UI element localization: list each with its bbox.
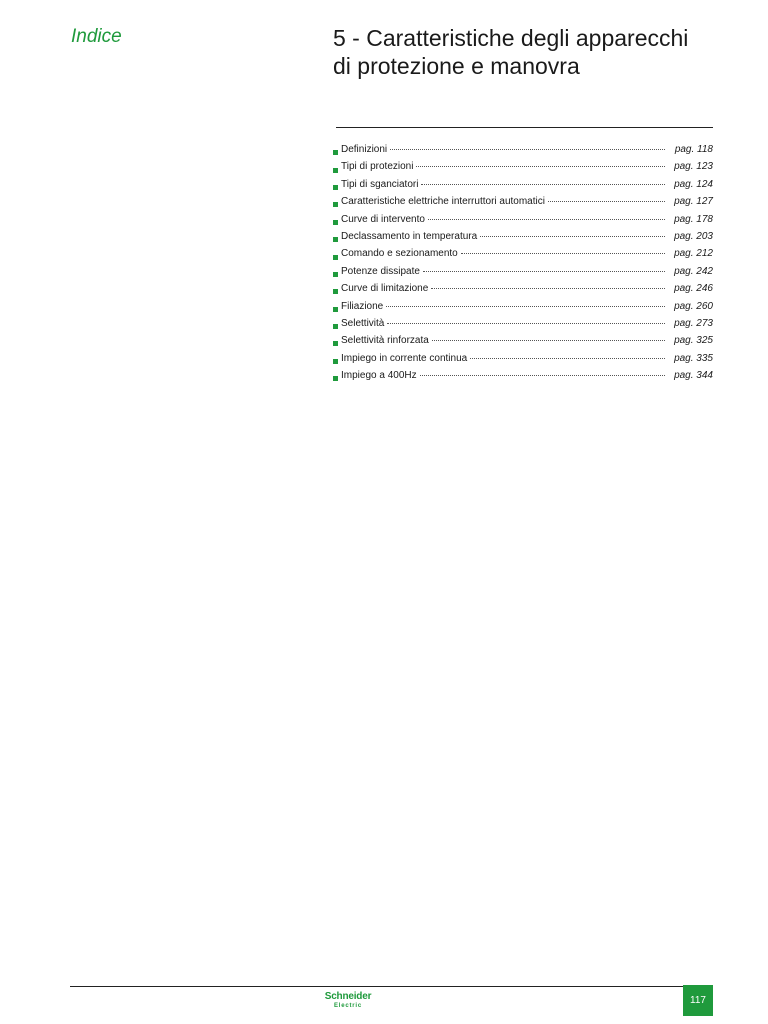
square-bullet-icon <box>333 341 338 346</box>
dot-leader <box>421 184 665 185</box>
toc-entry-label: Tipi di sganciatori <box>341 178 419 190</box>
dot-leader <box>461 253 665 254</box>
brand-logo <box>318 992 378 1009</box>
toc-entry-label: Declassamento in temperatura <box>341 230 478 242</box>
square-bullet-icon <box>333 272 338 277</box>
dot-leader <box>386 306 665 307</box>
toc-entry-page: pag. 123 <box>674 161 713 173</box>
toc-entry-label: Selettività rinforzata <box>341 335 429 347</box>
toc-entry[interactable] <box>333 318 713 335</box>
chapter-title-line-1: 5 - Caratteristiche degli apparecchi <box>333 25 689 51</box>
toc-entry[interactable] <box>333 266 713 283</box>
toc-entry-page: pag. 118 <box>674 144 713 155</box>
toc-entry[interactable] <box>333 214 713 231</box>
square-bullet-icon <box>333 376 338 381</box>
toc-entry[interactable] <box>333 353 713 370</box>
chapter-title <box>333 24 733 80</box>
footer-divider <box>70 986 713 987</box>
toc-entry-page: pag. 203 <box>674 230 713 242</box>
toc-entry-label: Comando e sezionamento <box>341 248 458 260</box>
square-bullet-icon <box>333 168 338 173</box>
toc-entry[interactable] <box>333 231 713 248</box>
toc-entry-page: pag. 344 <box>674 370 713 382</box>
toc-entry[interactable] <box>333 144 713 161</box>
square-bullet-icon <box>333 307 338 312</box>
toc-entry-page: pag. 325 <box>674 335 713 347</box>
toc-entry-label: Curve di intervento <box>341 213 425 225</box>
toc-entry[interactable] <box>333 161 713 178</box>
square-bullet-icon <box>333 202 338 207</box>
square-bullet-icon <box>333 150 338 155</box>
toc-entry-page: pag. 260 <box>674 300 713 312</box>
toc-entry-label: Impiego a 400Hz <box>341 370 417 382</box>
toc-entry[interactable] <box>333 196 713 213</box>
brand-name: Schneider <box>324 991 372 1002</box>
dot-leader <box>548 201 665 202</box>
toc-entry[interactable] <box>333 301 713 318</box>
dot-leader <box>423 271 665 272</box>
square-bullet-icon <box>333 237 338 242</box>
brand-subtitle: Electric <box>333 1003 363 1009</box>
toc-entry[interactable] <box>333 335 713 352</box>
toc-entry-label: Curve di limitazione <box>341 283 429 295</box>
page-number: 117 <box>690 995 706 1006</box>
square-bullet-icon <box>333 289 338 294</box>
toc-entry[interactable] <box>333 370 713 387</box>
dot-leader <box>431 288 665 289</box>
toc-entry-page: pag. 242 <box>674 265 713 277</box>
dot-leader <box>470 358 665 359</box>
dot-leader <box>432 340 665 341</box>
toc-entry-label: Impiego in corrente continua <box>341 352 468 364</box>
toc-entry-page: pag. 246 <box>674 283 713 295</box>
dot-leader <box>420 375 665 376</box>
toc-entry[interactable] <box>333 283 713 300</box>
toc-entry-label: Tipi di protezioni <box>341 161 414 173</box>
toc-entry-label: Caratteristiche elettriche interruttori automatici <box>341 196 545 208</box>
dot-leader <box>390 149 665 150</box>
toc-entry-label: Potenze dissipate <box>341 265 420 277</box>
dot-leader <box>416 166 665 167</box>
toc-entry-page: pag. 178 <box>674 213 713 225</box>
toc-entry-page: pag. 273 <box>674 317 713 329</box>
dot-leader <box>480 236 665 237</box>
title-divider <box>336 127 713 128</box>
square-bullet-icon <box>333 255 338 260</box>
toc-entry-label: Selettività <box>341 317 385 329</box>
toc-entry-label: Filiazione <box>341 300 384 312</box>
toc-entry-page: pag. 335 <box>674 352 713 364</box>
toc-entry-label: Definizioni <box>341 144 388 155</box>
square-bullet-icon <box>333 359 338 364</box>
dot-leader <box>428 219 665 220</box>
section-label: Indice <box>71 26 122 47</box>
square-bullet-icon <box>333 324 338 329</box>
square-bullet-icon <box>333 220 338 225</box>
toc-entry-page: pag. 124 <box>674 178 713 190</box>
toc-entry[interactable] <box>333 179 713 196</box>
toc-entry[interactable] <box>333 248 713 265</box>
table-of-contents <box>333 144 713 387</box>
square-bullet-icon <box>333 185 338 190</box>
toc-entry-page: pag. 127 <box>674 196 713 208</box>
toc-entry-page: pag. 212 <box>674 248 713 260</box>
dot-leader <box>387 323 665 324</box>
page-number-badge <box>683 985 713 1016</box>
chapter-title-line-2: di protezione e manovra <box>333 53 580 79</box>
